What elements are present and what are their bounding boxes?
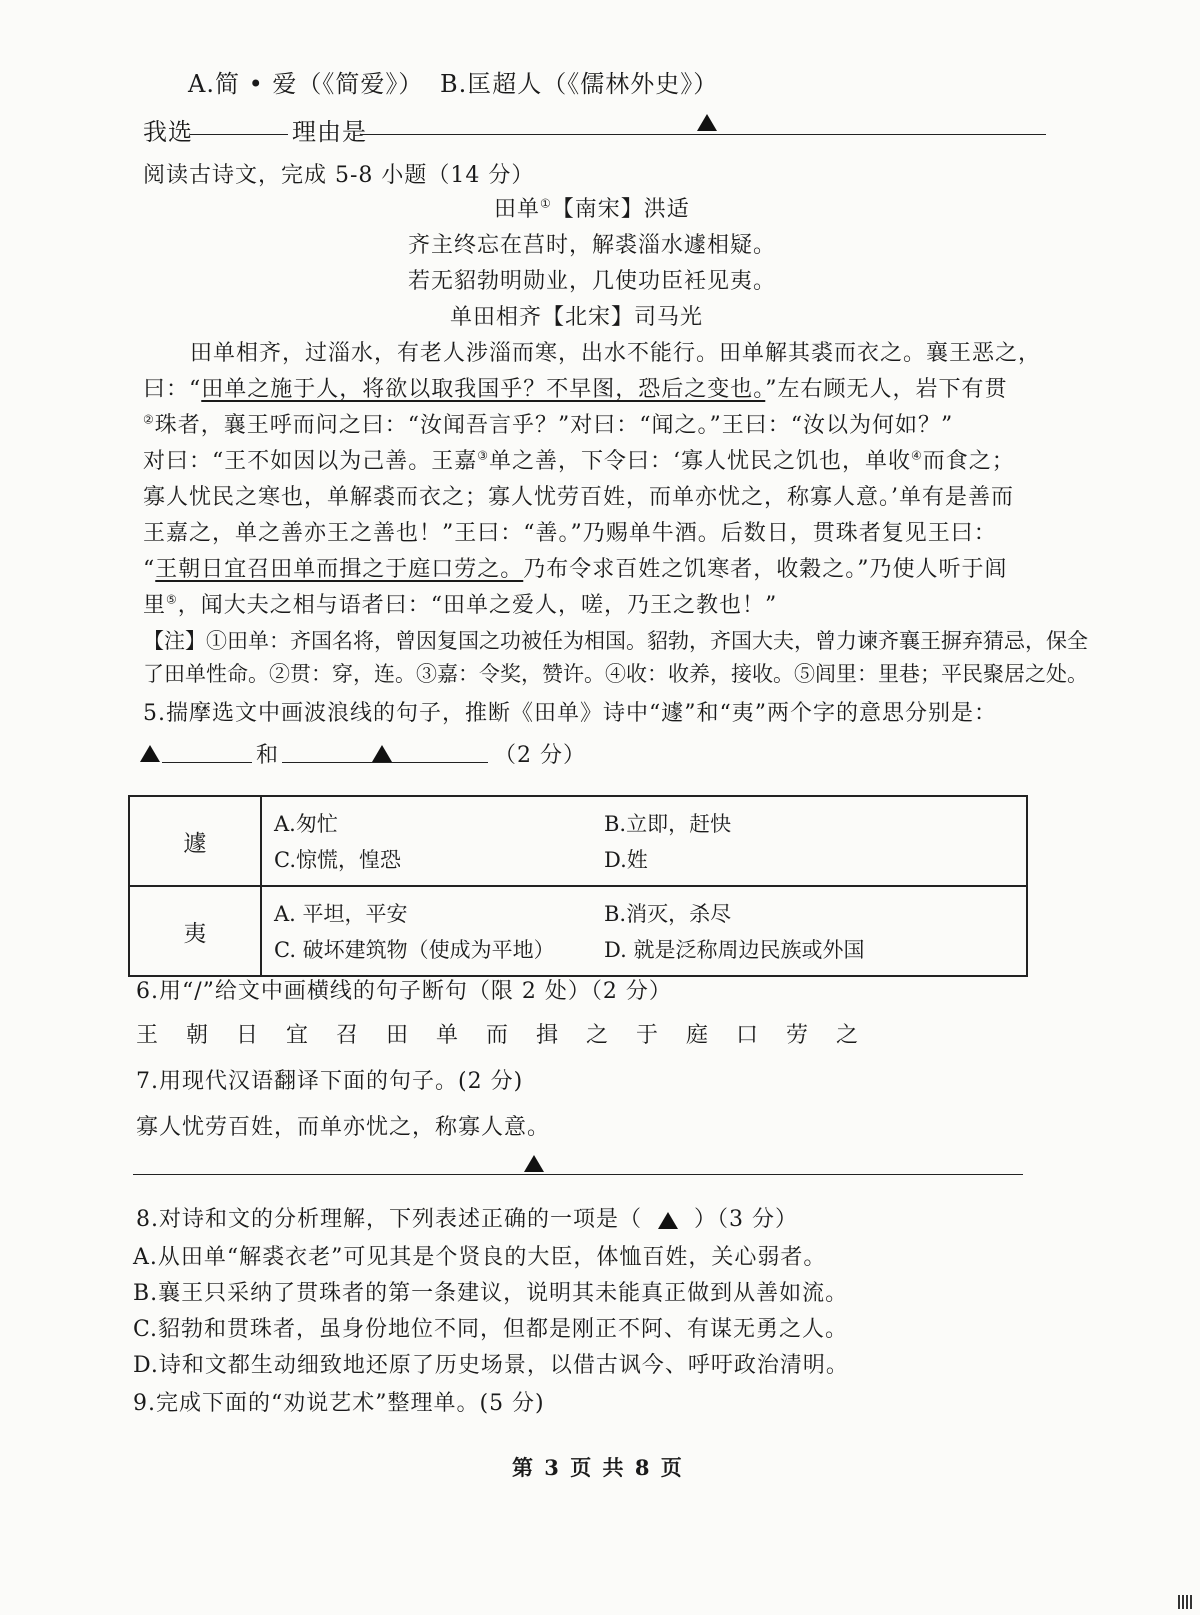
prose-text: 里 bbox=[143, 593, 167, 618]
table-char-cell: 遽 bbox=[129, 796, 261, 886]
q5-score: （2 分） bbox=[494, 743, 586, 768]
note-mark-2: ② bbox=[143, 412, 155, 427]
prose-text: 对曰：“王不如因以为己善。王嘉 bbox=[143, 449, 478, 474]
note-mark-5: ⑤ bbox=[166, 592, 178, 607]
table-char-cell: 夷 bbox=[129, 886, 261, 976]
prose-text: 单之善，下令曰：‘寡人忧民之饥也，单收 bbox=[489, 449, 912, 474]
prose-line-1: 田单相齐，过淄水，有老人涉淄而寒，出水不能行。田单解其裘而衣之。襄王恶之， bbox=[190, 341, 1042, 366]
q5-blank-2[interactable] bbox=[282, 762, 488, 763]
prose-line-8 bbox=[143, 588, 777, 619]
prose-line-3 bbox=[143, 408, 953, 439]
answer-triangle-icon bbox=[658, 1212, 678, 1229]
q8-option-c[interactable]: C.貂勃和贯珠者，虽身份地位不同，但都是刚正不阿、有谋无勇之人。 bbox=[133, 1317, 849, 1342]
poem-line-1: 齐主终忘在莒时，解裘淄水遽相疑。 bbox=[408, 233, 777, 258]
option-c: C. 破坏建筑物（使成为平地） bbox=[274, 938, 555, 962]
q8-option-b[interactable]: B.襄王只采纳了贯珠者的第一条建议，说明其未能真正做到从善如流。 bbox=[133, 1281, 849, 1306]
answer-triangle-icon bbox=[524, 1155, 544, 1172]
note-mark-3: ③ bbox=[477, 448, 490, 463]
choose-label: 我选 bbox=[143, 118, 193, 146]
prose-text: ，闻大夫之相与语者曰：“田单之爱人，嗟，乃王之教也！” bbox=[177, 593, 778, 618]
q6-sentence: 王朝日宜召田单而揖之于庭口劳之 bbox=[136, 1023, 887, 1048]
option-c: C.惊慌，惶恐 bbox=[274, 848, 401, 872]
option-d: D.姓 bbox=[604, 848, 648, 872]
prose-line-5: 寡人忧民之寒也，单解裘而衣之；寡人忧劳百姓，而单亦忧之，称寡人意。’单有是善而 bbox=[143, 485, 1014, 510]
prose-line-2 bbox=[143, 372, 1008, 403]
q8-option-a[interactable]: A.从田单“解裘衣老”可见其是个贤良的大臣，体恤百姓，关心弱者。 bbox=[133, 1245, 827, 1270]
prose-title: 单田相齐【北宋】司马光 bbox=[450, 305, 704, 330]
q4-option-b: B.匡超人（《儒林外史》） bbox=[440, 70, 719, 98]
answer-triangle-icon bbox=[372, 745, 392, 762]
q8-option-d[interactable]: D.诗和文都生动细致地还原了历史场景，以借古讽今、呼吁政治清明。 bbox=[133, 1353, 849, 1378]
option-b: B.立即，赶快 bbox=[604, 812, 732, 836]
underlined-sentence-1: 田单之施于人，将欲以取我国乎？不早图，恐后之变也。 bbox=[201, 377, 766, 402]
note-mark-4: ④ bbox=[911, 448, 923, 463]
prose-text: 而食之； bbox=[922, 449, 1015, 474]
reason-blank[interactable] bbox=[360, 134, 1046, 135]
q8-prompt: 8.对诗和文的分析理解，下列表述正确的一项是（ bbox=[136, 1207, 642, 1232]
prose-line-6: 王嘉之，单之善亦王之善也！”王曰：“善。”乃赐单牛酒。后数日，贯珠者复见王曰： bbox=[143, 521, 997, 546]
notes-line-2: 了田单性命。②贯：穿，连。③嘉：令奖，赞许。④收：收养，接收。⑤闾里：里巷；平民聚居之处。 bbox=[143, 662, 1088, 686]
poem-author: 【南宋】洪适 bbox=[551, 197, 690, 222]
prose-text: 珠者，襄王呼而问之曰：“汝闻吾言乎？”对曰：“闻之。”王曰：“汝以为何如？” bbox=[154, 413, 954, 438]
qr-code-icon bbox=[1178, 1595, 1192, 1609]
q5-prompt: 5.揣摩选文中画波浪线的句子，推断《田单》诗中“遽”和“夷”两个字的意思分别是： bbox=[143, 701, 997, 726]
prose-text: 乃布令求百姓之饥寒者，收穀之。”乃使人听于闾 bbox=[523, 557, 1008, 582]
section-intro: 阅读古诗文，完成 5-8 小题（14 分） bbox=[143, 163, 535, 188]
option-a: A.匆忙 bbox=[274, 812, 338, 836]
prose-text: ”左右顾无人，岩下有贯 bbox=[765, 377, 1008, 402]
page-footer: 第 3 页 共 8 页 bbox=[512, 1455, 684, 1480]
table-options-cell bbox=[261, 796, 1027, 886]
option-d: D. 就是泛称周边民族或外国 bbox=[604, 938, 865, 962]
prose-line-7 bbox=[143, 552, 1008, 583]
q8-score: ）（3 分） bbox=[694, 1207, 798, 1232]
answer-triangle-icon bbox=[140, 745, 160, 762]
poem-title: 田单 bbox=[494, 197, 541, 222]
prose-text: “ bbox=[143, 557, 156, 582]
poem-title-note: ① bbox=[540, 196, 552, 211]
table-row bbox=[129, 796, 1027, 886]
choose-blank[interactable] bbox=[190, 134, 288, 135]
poem-line-2: 若无貂勃明勋业，几使功臣衽见夷。 bbox=[408, 269, 777, 294]
q8-prompt-line bbox=[136, 1202, 798, 1233]
q9-prompt: 9.完成下面的“劝说艺术”整理单。(5 分) bbox=[133, 1391, 545, 1416]
prose-text: 曰：“ bbox=[143, 377, 202, 402]
q7-prompt: 7.用现代汉语翻译下面的句子。(2 分) bbox=[136, 1069, 524, 1094]
q6-prompt: 6.用“/”给文中画横线的句子断句（限 2 处）（2 分） bbox=[136, 979, 672, 1004]
table-row bbox=[129, 886, 1027, 976]
poem-title-line bbox=[494, 192, 690, 223]
table-options-cell bbox=[261, 886, 1027, 976]
answer-triangle-icon bbox=[697, 114, 717, 131]
reason-label: 理由是 bbox=[292, 118, 367, 146]
underlined-sentence-2: 王朝日宜召田单而揖之于庭口劳之。 bbox=[155, 557, 524, 582]
q5-options-table bbox=[128, 795, 1028, 977]
q7-answer-line[interactable] bbox=[133, 1174, 1023, 1175]
q5-and: 和 bbox=[256, 743, 280, 768]
prose-line-4 bbox=[143, 444, 1015, 475]
option-b: B.消灭，杀尽 bbox=[604, 902, 732, 926]
q7-sentence: 寡人忧劳百姓，而单亦忧之，称寡人意。 bbox=[136, 1115, 551, 1140]
q5-blank-1[interactable] bbox=[162, 762, 252, 763]
option-a: A. 平坦，平安 bbox=[274, 902, 408, 926]
notes-line-1: 【注】①田单：齐国名将，曾因复国之功被任为相国。貂勃，齐国大夫，曾力谏齐襄王摒弃猜忌，保全 bbox=[143, 629, 1088, 653]
q4-option-a: A.简 • 爱（《简爱》） bbox=[188, 70, 424, 98]
